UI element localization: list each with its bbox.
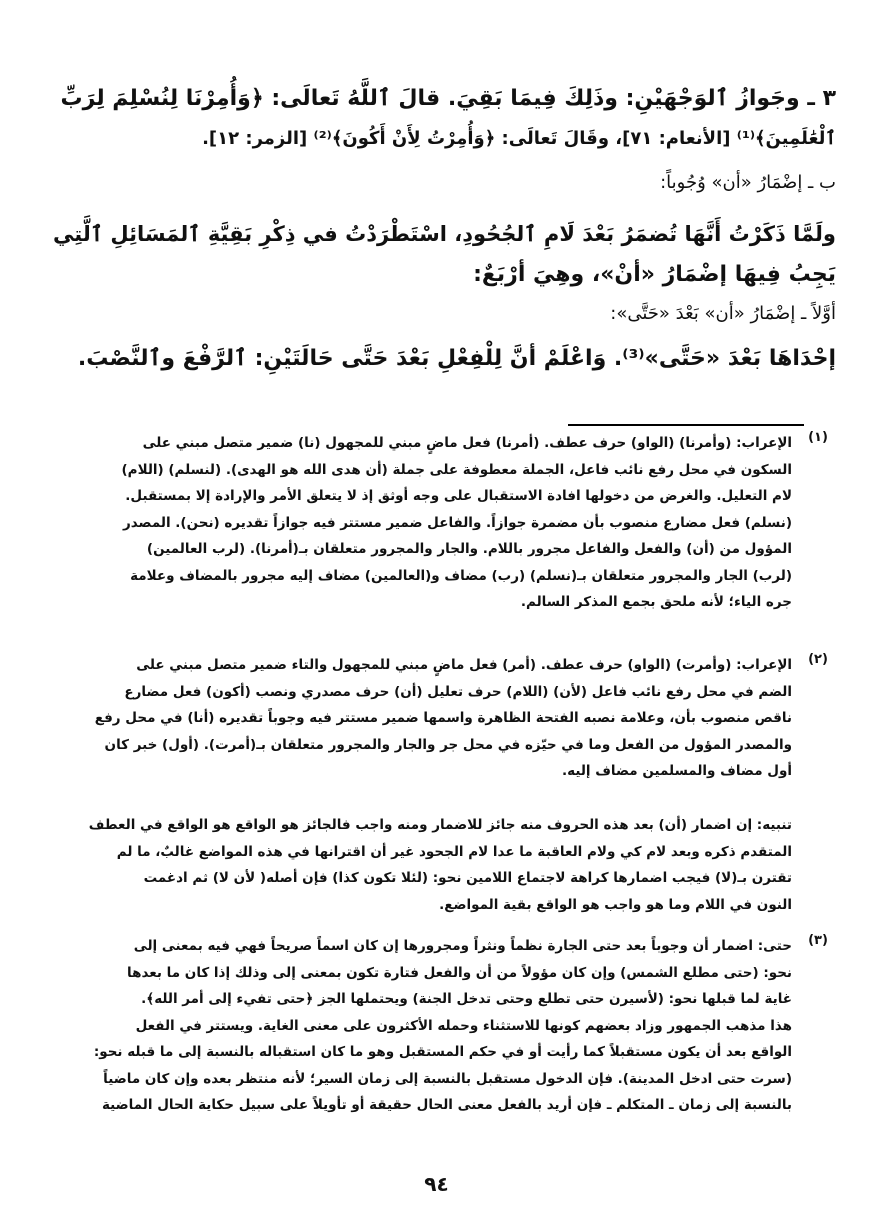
footnote-separator	[568, 424, 804, 426]
footnote-line: الإعراب: (وأمرت) (الواو) حرف عطف. (أمر) فعل ماضٍ مبني للمجهول والتاء ضمير متصل مبني على	[136, 657, 792, 673]
footnote-line: (نسلم) فعل مضارع منصوب بأن مضمرة جوازاً. والفاعل ضمير مستتر فيه جوازاً تقديره (نحن). المصدر	[122, 514, 792, 531]
footnote-line: ناقص منصوب بأن، وعلامة نصبه الفتحة الظاهرة واسمها ضمير مستتر فيه وجوباً تقديره (أنا) في محل رفع	[94, 710, 792, 726]
footnote-line: المتقدم ذكره وبعد لام كي ولام العاقبة ما عدا لام الجحود غير أن اقترانها في هذه المواضع غالبٌ، ما لم	[116, 843, 792, 860]
footnote-line: حتى: اضمار أن وجوباً بعد حتى الجارة نظماً ونثراً ومجرورها إن كان اسماً صريحاً فهي فيه بمعنى إلى	[133, 938, 792, 954]
section-heading-b: ب ـ إضْمَارُ «أن» وُجُوباً:	[660, 172, 836, 193]
footnote-number: (٣)	[808, 933, 828, 948]
footnote-line: والمصدر المؤول من الفعل وما في حيّزه في محل جر والجار والمجرور متعلقان بـ(أمرت). (أول) خبر كان	[104, 736, 792, 753]
footnote-line: الضم في محل رفع نائب فاعل (لأن) (اللام) حرف تعليل (أن) حرف مصدري ونصب (أكون) فعل مضارع	[124, 683, 792, 700]
footnote-line: (سرت حتى ادخل المدينة). فإن الدخول مستقبل بالنسبة إلى زمان السير؛ لأنه منتظر بعده وإن كان ماضياً	[103, 1070, 792, 1087]
footnote-number: (١)	[808, 430, 828, 445]
footnote-line: المؤول من (أن) والفعل والفاعل مجرور باللام. والجار والمجرور متعلقان بـ(أمرنا). (لرب العالمين)	[146, 541, 792, 557]
footnote-line: الواقع بعد أن يكون مستقبلاً كما رأيت أو في حكم المستقبل وهو ما كان استقباله بالنسبة إلى ما قبله نحو:	[93, 1044, 792, 1060]
footnote-number: (٢)	[808, 652, 828, 667]
body-line-5: يَجِبُ فِيهَا إضْمَارُ «أنْ»، وهِيَ أرْبَعٌ:	[473, 262, 836, 287]
body-line-1: ٣ ـ وجَوازُ ٱلوَجْهَيْنِ: وذَلِكَ فِيمَا بَقِيَ. قالَ ٱللَّهُ تَعالَى: ﴿وَأُمِرْنَا لِنُسْلِمَ لِرَبِّ	[60, 86, 836, 111]
footnote-line: غاية لما قبلها نحو: (لأسيرن حتى تطلع وحتى تدخل الجنة) ويحتملها الجز ﴿حتى تفيء إلى أمر الله﴾.	[141, 991, 792, 1007]
footnote-line: تنبيه: إن اضمار (أن) بعد هذه الحروف منه جائز للاضمار ومنه واجب فالجائز هو الواقع هو الواقع في العطف	[88, 817, 792, 833]
body-line-7: إحْدَاهَا بَعْدَ «حَتَّى»⁽³⁾. وَاعْلَمْ أنَّ لِلْفِعْلِ بَعْدَ حَتَّى حَالَتَيْنِ: ٱلرَّفْعَ وٱلنَّصْبَ.	[77, 346, 836, 371]
footnote-line: جره الياء؛ لأنه ملحق بجمع المذكر السالم.	[520, 594, 792, 610]
footnote-line: (لرب) الجار والمجرور متعلقان بـ(نسلم) (رب) مضاف و(العالمين) مضاف إليه مجرور بالمضاف وعلامة	[130, 567, 792, 584]
footnote-line: أول مضاف والمسلمين مضاف إليه.	[562, 763, 792, 779]
page-number: ٩٤	[424, 1172, 449, 1196]
body-line-4: ولَمَّا ذَكَرْتُ أَنَّهَا تُضمَرُ بَعْدَ لَامِ ٱلجُحُودِ، اسْتَطْرَدْتُ في ذِكْرِ بَقِيَّةِ ٱلمَسَائِلِ ٱلَّتِي	[53, 222, 836, 246]
body-line-2: ٱلْعَٰلَمِينَ﴾⁽¹⁾ [الأنعام: ٧١]، وقَالَ تَعالَى: ﴿وَأُمِرْتُ لِأَنْ أَكُونَ﴾⁽²⁾ [الزمر: ١٢].	[202, 128, 836, 149]
footnote-line: هذا مذهب الجمهور وزاد بعضهم كونها للاستثناء وحمله الأكثرون على معنى الغاية. ويستتر في الفعل	[135, 1017, 792, 1034]
footnote-line: الإعراب: (وأمرنا) (الواو) حرف عطف. (أمرنا) فعل ماضٍ مبني للمجهول (نا) ضمير متصل مبني على	[142, 435, 792, 451]
footnote-line: تقترن بـ(لا) فيجب اضمارها كراهة لاجتماع اللامين نحو: (لئلا تكون كذا) فإن أصله( لأن لا) ثم ادغمت	[143, 870, 792, 886]
subheading-first: أوَّلاً ـ إضْمَارُ «أن» بَعْدَ «حَتَّى»:	[610, 303, 836, 324]
footnote-line: لام التعليل. والغرض من دخولها افادة الاستقبال على وجه أوثق إذ لا يتعلق الأمر والإرادة إلا بمستقبل.	[125, 488, 792, 504]
footnote-line: النون في اللام وما هو واجب هو الواقع بقية المواضع.	[439, 896, 792, 913]
footnote-line: بالنسبة إلى زمان ـ المتكلم ـ فإن أريد بالفعل معنى الحال حقيقة أو تأويلاً على سبيل حكاية الحال الماضية	[101, 1097, 792, 1113]
footnote-line: نحو: (حتى مطلع الشمس) وإن كان مؤولاً من أن والفعل فتارة تكون بمعنى إلى وذلك إذا كان ما بعدها	[127, 964, 792, 981]
footnote-line: السكون في محل رفع نائب فاعل، الجملة معطوفة على جملة (أن هدى الله هو الهدى). (لنسلم) (اللام)	[121, 461, 792, 478]
